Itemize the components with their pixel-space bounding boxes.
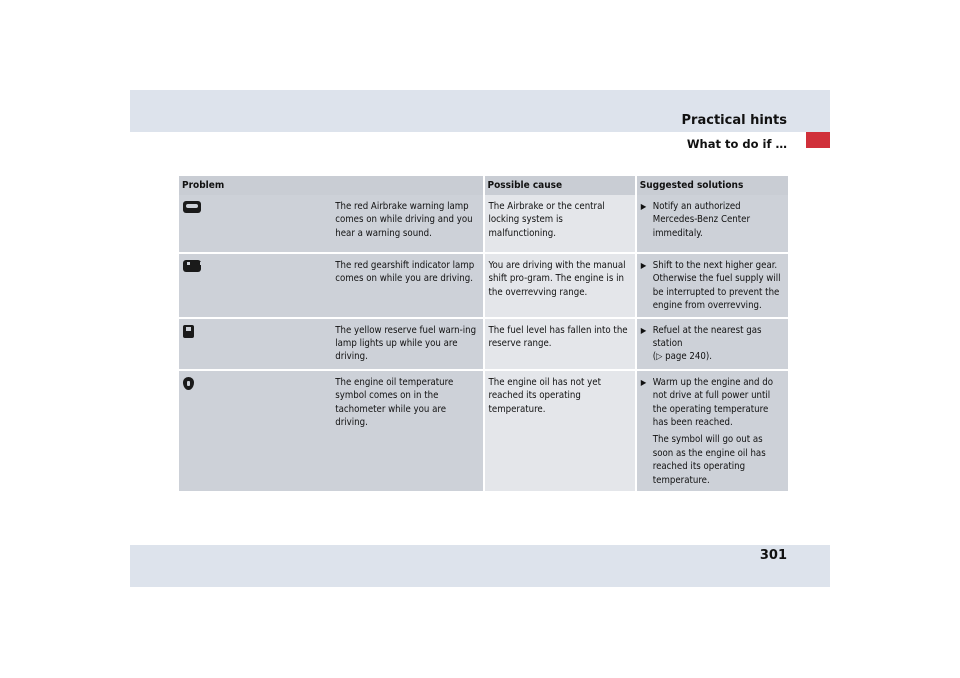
- column-header-solutions: Suggested solutions: [636, 176, 788, 195]
- table-row: [179, 370, 788, 492]
- section-title: Practical hints: [681, 113, 787, 128]
- bullet-arrow-icon: ▶: [640, 377, 647, 387]
- table-row: [179, 253, 788, 318]
- page-reference[interactable]: page 240).: [665, 351, 712, 363]
- solution-text: Shift to the next higher gear. Otherwise the fuel supply will be interrupted to prevent the engine from overrevving.: [652, 260, 781, 312]
- solution-text: Notify an authorized Mercedes-Benz Center immeditaly.: [652, 201, 750, 239]
- cause-cell: The engine oil has not yet reached its operating temperature.: [484, 370, 636, 492]
- table-row: [179, 195, 788, 253]
- solution-note: The symbol will go out as soon as the engine oil has reached its operating temperature.: [652, 434, 766, 486]
- problem-cell: The yellow reserve fuel warn-ing lamp lights up while you are driving.: [331, 318, 483, 370]
- cause-cell: The Airbrake or the central locking system is malfunctioning.: [484, 195, 636, 253]
- reference-arrow-icon: ▷: [656, 352, 663, 363]
- problem-cell: The red gearshift indicator lamp comes on while you are driving.: [331, 253, 483, 318]
- column-header-problem: Problem: [179, 176, 484, 195]
- solution-cell: [636, 195, 788, 253]
- section-marker: [806, 132, 830, 148]
- solution-cell: [636, 318, 788, 370]
- solution-cell: [636, 253, 788, 318]
- bullet-arrow-icon: ▶: [640, 325, 647, 335]
- fuel-reserve-icon: [183, 325, 194, 338]
- cause-cell: The fuel level has fallen into the reserve range.: [484, 318, 636, 370]
- table-row: [179, 318, 788, 370]
- bullet-arrow-icon: ▶: [640, 202, 647, 211]
- solution-text: Warm up the engine and do not drive at full power until the operating temperature has been reached.: [652, 376, 774, 429]
- column-header-cause: Possible cause: [484, 176, 636, 195]
- solution-cell: [636, 370, 788, 492]
- page-number: 301: [759, 548, 787, 563]
- oil-temperature-icon: [183, 377, 194, 390]
- problem-cell: The engine oil temperature symbol comes on in the tachometer while you are driving.: [331, 370, 483, 492]
- hints-table: [179, 176, 788, 493]
- page-reference-open: (: [652, 351, 657, 363]
- cause-cell: You are driving with the manual shift pro-gram. The engine is in the overrevving range.: [484, 253, 636, 318]
- gearshift-indicator-icon: [183, 260, 201, 272]
- solution-text: Refuel at the nearest gas station: [652, 324, 762, 350]
- table-header-row: [179, 176, 788, 195]
- section-subtitle: What to do if …: [686, 137, 787, 151]
- bullet-arrow-icon: ▶: [640, 261, 647, 270]
- problem-cell: The red Airbrake warning lamp comes on while driving and you hear a warning sound.: [331, 195, 483, 253]
- footer-band: [130, 545, 830, 587]
- airbrake-warning-icon: [183, 201, 201, 213]
